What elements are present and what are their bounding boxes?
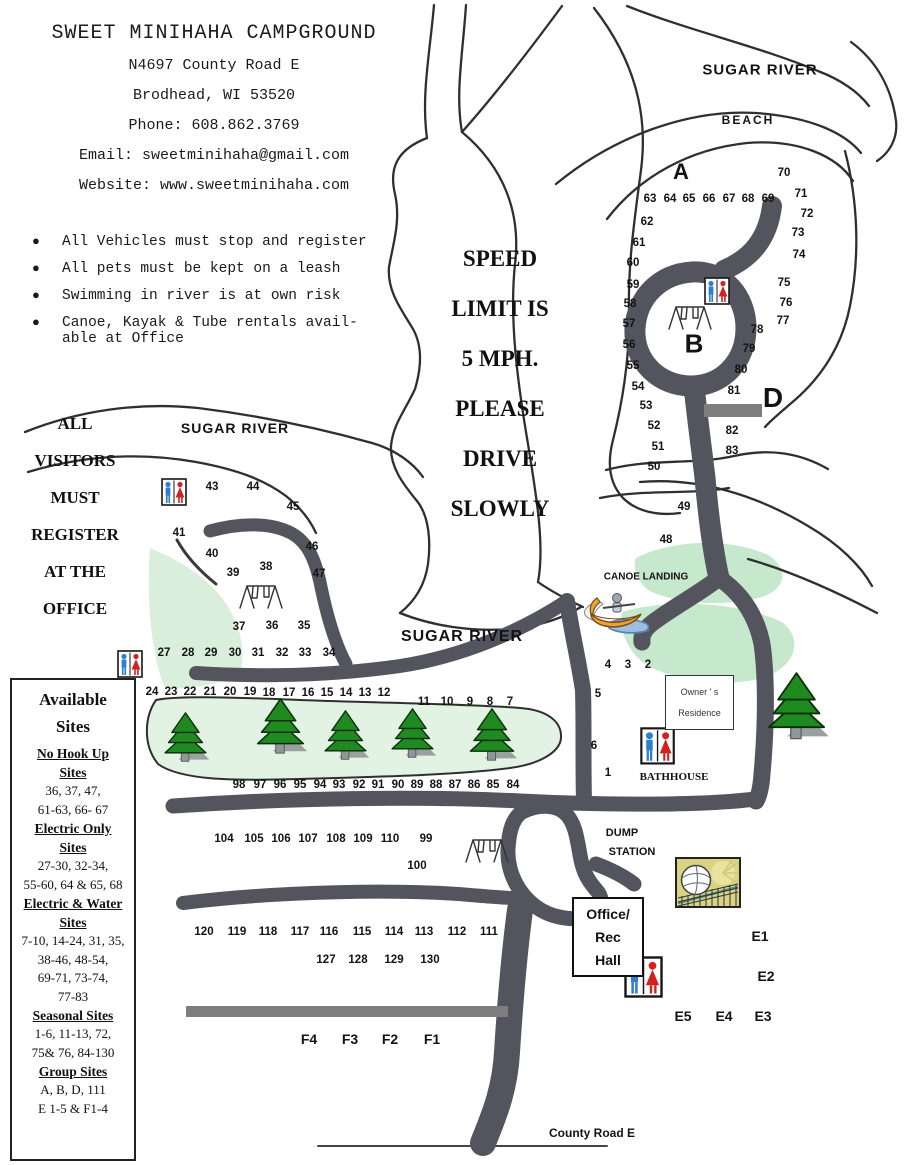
visitor-notice-line: AT THE bbox=[44, 562, 106, 581]
gray-bar-d bbox=[704, 404, 762, 417]
sites-section-heading: Seasonal Sites bbox=[32, 1008, 114, 1023]
site-label-19: 19 bbox=[243, 686, 257, 698]
office-rec-hall-box bbox=[572, 897, 644, 977]
site-label-17: 17 bbox=[282, 687, 296, 699]
site-label-94: 94 bbox=[313, 779, 327, 791]
rule-item bbox=[26, 288, 398, 304]
site-label-117: 117 bbox=[290, 926, 310, 938]
visitor-notice-line: VISITORS bbox=[34, 451, 116, 470]
rule-item bbox=[26, 234, 398, 250]
site-label-60: 60 bbox=[626, 257, 640, 269]
sites-section-heading: No Hook Up bbox=[36, 746, 109, 761]
site-label-63: 63 bbox=[643, 193, 657, 205]
group-letter-a: A bbox=[673, 159, 689, 184]
site-label-45: 45 bbox=[286, 501, 300, 513]
label-sugar-river-west: SUGAR RIVER bbox=[180, 420, 290, 436]
site-label-22: 22 bbox=[183, 686, 197, 698]
site-label-53: 53 bbox=[639, 400, 653, 412]
label-station: STATION bbox=[608, 846, 656, 858]
site-label-50: 50 bbox=[647, 461, 661, 473]
sites-line: 38-46, 48-54, bbox=[37, 951, 109, 967]
site-label-12: 12 bbox=[377, 687, 391, 699]
rules-list bbox=[26, 234, 398, 358]
gray-bar-f bbox=[186, 1006, 508, 1017]
label-dump: DUMP bbox=[605, 827, 639, 839]
site-label-18: 18 bbox=[262, 687, 276, 699]
owners-residence-line: Owner ' s bbox=[680, 687, 719, 697]
rule-text: All pets must be kept on a leash bbox=[62, 261, 341, 277]
phone-line: Phone: 608.862.3769 bbox=[128, 117, 300, 134]
site-label-93: 93 bbox=[332, 779, 346, 791]
site-label-105: 105 bbox=[244, 833, 264, 845]
site-label-8: 8 bbox=[486, 696, 494, 708]
site-label-69: 69 bbox=[761, 193, 775, 205]
site-label-96: 96 bbox=[273, 779, 287, 791]
site-label-111: 111 bbox=[480, 926, 498, 938]
label-sugar-river-top: SUGAR RIVER bbox=[702, 61, 818, 79]
site-label-78: 78 bbox=[750, 324, 764, 336]
site-label-130: 130 bbox=[420, 954, 440, 966]
site-label-113: 113 bbox=[414, 926, 434, 938]
site-label-54: 54 bbox=[631, 381, 645, 393]
site-label-92: 92 bbox=[352, 779, 366, 791]
site-label-24: 24 bbox=[145, 686, 159, 698]
site-label-49: 49 bbox=[677, 501, 691, 513]
site-label-85: 85 bbox=[486, 779, 500, 791]
site-label-27: 27 bbox=[157, 647, 171, 659]
bathhouse-icon bbox=[641, 728, 673, 763]
site-label-127: 127 bbox=[316, 954, 336, 966]
site-label-48: 48 bbox=[659, 534, 673, 546]
group-letter-d: D bbox=[762, 382, 784, 413]
site-label-100: 100 bbox=[407, 860, 427, 872]
sites-section-heading: Sites bbox=[59, 915, 87, 930]
site-label-2: 2 bbox=[644, 659, 652, 671]
site-label-83: 83 bbox=[725, 445, 739, 457]
site-label-67: 67 bbox=[722, 193, 736, 205]
site-label-77: 77 bbox=[776, 315, 790, 327]
site-label-70: 70 bbox=[777, 167, 791, 179]
visitor-notice bbox=[14, 414, 136, 636]
label-county-road-e: County Road E bbox=[549, 1126, 635, 1140]
site-label-e2: E2 bbox=[757, 968, 775, 984]
site-label-46: 46 bbox=[305, 541, 319, 553]
rule-item bbox=[26, 315, 398, 347]
office-line: Hall bbox=[595, 952, 621, 968]
site-label-75: 75 bbox=[777, 277, 791, 289]
site-label-37: 37 bbox=[232, 621, 246, 633]
sites-section-heading: Sites bbox=[59, 765, 87, 780]
site-label-64: 64 bbox=[663, 193, 677, 205]
site-label-119: 119 bbox=[227, 926, 247, 938]
sites-line: 61-63, 66- 67 bbox=[37, 801, 109, 817]
site-label-97: 97 bbox=[253, 779, 267, 791]
site-label-98: 98 bbox=[232, 779, 246, 791]
site-label-51: 51 bbox=[651, 441, 665, 453]
group-letter-b: B bbox=[684, 328, 704, 359]
site-label-91: 91 bbox=[371, 779, 385, 791]
sites-section-heading: Electric Only bbox=[34, 821, 112, 836]
speed-notice-line: PLEASE bbox=[455, 396, 545, 421]
sites-section-heading: Group Sites bbox=[38, 1064, 108, 1079]
site-label-115: 115 bbox=[352, 926, 372, 938]
sites-section-heading: Electric & Water bbox=[23, 896, 123, 911]
site-label-e4: E4 bbox=[715, 1008, 733, 1024]
site-label-23: 23 bbox=[164, 686, 178, 698]
site-label-110: 110 bbox=[380, 833, 400, 845]
site-label-1: 1 bbox=[604, 767, 612, 779]
office-line: Office/ bbox=[586, 906, 630, 922]
site-label-13: 13 bbox=[358, 687, 372, 699]
green-areas bbox=[147, 543, 794, 780]
site-label-6: 6 bbox=[590, 740, 598, 752]
site-label-80: 80 bbox=[734, 364, 748, 376]
site-label-82: 82 bbox=[725, 425, 739, 437]
site-label-34: 34 bbox=[322, 647, 336, 659]
sites-line: 36, 37, 47, bbox=[45, 783, 101, 798]
site-label-32: 32 bbox=[275, 647, 289, 659]
rule-text: Canoe, Kayak & Tube rentals avail- able at Office bbox=[62, 315, 358, 347]
site-label-5: 5 bbox=[594, 688, 602, 700]
sites-line: 1-6, 11-13, 72, bbox=[34, 1026, 112, 1041]
sites-line: 55-60, 64 & 65, 68 bbox=[23, 876, 123, 892]
site-label-128: 128 bbox=[348, 954, 368, 966]
site-label-81: 81 bbox=[727, 385, 741, 397]
bullet-icon: ● bbox=[32, 261, 40, 276]
bathhouse-icon bbox=[705, 278, 729, 304]
site-label-57: 57 bbox=[622, 318, 636, 330]
site-label-72: 72 bbox=[800, 208, 814, 220]
site-label-20: 20 bbox=[223, 686, 237, 698]
site-label-4: 4 bbox=[604, 659, 612, 671]
bullet-icon: ● bbox=[32, 288, 40, 303]
site-label-43: 43 bbox=[205, 481, 219, 493]
sites-line: 7-10, 14-24, 31, 35, bbox=[21, 933, 125, 948]
site-label-71: 71 bbox=[794, 188, 808, 200]
site-label-87: 87 bbox=[448, 779, 462, 791]
speed-notice-line: SLOWLY bbox=[450, 496, 550, 521]
site-label-55: 55 bbox=[626, 360, 640, 372]
visitor-notice-line: ALL bbox=[57, 414, 93, 433]
sites-line: A, B, D, 111 bbox=[40, 1082, 106, 1097]
site-label-112: 112 bbox=[447, 926, 467, 938]
site-label-40: 40 bbox=[205, 548, 219, 560]
visitor-notice-line: OFFICE bbox=[42, 599, 108, 618]
sites-line: 69-71, 73-74, bbox=[37, 970, 109, 985]
site-label-f1: F1 bbox=[423, 1031, 441, 1047]
site-label-59: 59 bbox=[626, 279, 640, 291]
label-canoe-landing: CANOE LANDING bbox=[603, 571, 689, 583]
site-label-15: 15 bbox=[320, 687, 334, 699]
site-label-f2: F2 bbox=[381, 1031, 399, 1047]
site-label-47: 47 bbox=[312, 568, 326, 580]
rule-text: All Vehicles must stop and register bbox=[62, 234, 367, 250]
available-sites-panel bbox=[10, 678, 136, 1161]
site-label-f3: F3 bbox=[341, 1031, 359, 1047]
site-label-89: 89 bbox=[410, 779, 424, 791]
site-label-16: 16 bbox=[301, 687, 315, 699]
site-label-14: 14 bbox=[339, 687, 353, 699]
site-label-65: 65 bbox=[682, 193, 696, 205]
site-label-108: 108 bbox=[326, 833, 346, 845]
site-label-11: 11 bbox=[417, 696, 431, 708]
bathhouse-icon bbox=[118, 651, 142, 677]
label-bathhouse: BATHHOUSE bbox=[639, 771, 709, 783]
owners-residence-line: Residence bbox=[678, 708, 721, 718]
site-label-76: 76 bbox=[779, 297, 793, 309]
site-label-62: 62 bbox=[640, 216, 654, 228]
site-label-29: 29 bbox=[204, 647, 218, 659]
volleyball-court-icon bbox=[676, 858, 740, 907]
site-label-116: 116 bbox=[319, 926, 339, 938]
site-label-73: 73 bbox=[791, 227, 805, 239]
speed-notice-line: DRIVE bbox=[462, 446, 538, 471]
owners-residence-box bbox=[665, 675, 734, 730]
speed-limit-notice bbox=[424, 246, 576, 546]
site-label-e5: E5 bbox=[674, 1008, 692, 1024]
site-label-44: 44 bbox=[246, 481, 260, 493]
site-label-79: 79 bbox=[742, 343, 756, 355]
bathhouse-icon bbox=[162, 479, 186, 505]
address-line1: N4697 County Road E bbox=[128, 57, 300, 74]
site-label-39: 39 bbox=[226, 567, 240, 579]
site-label-35: 35 bbox=[297, 620, 311, 632]
site-label-86: 86 bbox=[467, 779, 481, 791]
speed-notice-line: LIMIT IS bbox=[451, 296, 549, 321]
site-label-68: 68 bbox=[741, 193, 755, 205]
label-sugar-river-center: SUGAR RIVER bbox=[400, 628, 524, 645]
site-label-21: 21 bbox=[203, 686, 217, 698]
site-label-109: 109 bbox=[353, 833, 373, 845]
site-label-41: 41 bbox=[172, 527, 186, 539]
office-line: Rec bbox=[595, 929, 621, 945]
swingset-icon bbox=[240, 586, 282, 608]
site-label-129: 129 bbox=[384, 954, 404, 966]
page-title: SWEET MINIHAHA CAMPGROUND bbox=[51, 22, 377, 45]
sites-section-heading: Sites bbox=[59, 840, 87, 855]
site-label-58: 58 bbox=[623, 298, 637, 310]
email-line: Email: sweetminihaha@gmail.com bbox=[78, 147, 350, 164]
swingset-icon bbox=[669, 307, 711, 329]
rule-item bbox=[26, 261, 398, 277]
site-label-52: 52 bbox=[647, 420, 661, 432]
site-label-120: 120 bbox=[194, 926, 214, 938]
site-label-106: 106 bbox=[271, 833, 291, 845]
bullet-icon: ● bbox=[32, 315, 40, 330]
site-label-10: 10 bbox=[440, 696, 454, 708]
address-line2: Brodhead, WI 53520 bbox=[132, 87, 296, 104]
site-label-107: 107 bbox=[298, 833, 318, 845]
speed-notice-line: 5 MPH. bbox=[461, 346, 539, 371]
sites-line: 77-83 bbox=[57, 988, 89, 1004]
site-label-33: 33 bbox=[298, 647, 312, 659]
site-label-7: 7 bbox=[506, 696, 514, 708]
site-label-84: 84 bbox=[506, 779, 520, 791]
site-label-118: 118 bbox=[258, 926, 278, 938]
site-label-36: 36 bbox=[265, 620, 279, 632]
site-label-28: 28 bbox=[181, 647, 195, 659]
site-label-30: 30 bbox=[228, 647, 242, 659]
site-label-104: 104 bbox=[214, 833, 234, 845]
website-line: Website: www.sweetminihaha.com bbox=[78, 177, 350, 194]
sites-line: 27-30, 32-34, bbox=[37, 858, 109, 873]
sites-line: E 1-5 & F1-4 bbox=[38, 1100, 108, 1116]
site-label-f4: F4 bbox=[300, 1031, 318, 1047]
site-label-90: 90 bbox=[391, 779, 405, 791]
site-label-66: 66 bbox=[702, 193, 716, 205]
available-sites-title: Available Sites bbox=[39, 690, 107, 736]
speed-notice-line: SPEED bbox=[462, 246, 538, 271]
site-label-114: 114 bbox=[384, 926, 404, 938]
site-label-e1: E1 bbox=[751, 928, 769, 944]
site-label-e3: E3 bbox=[754, 1008, 772, 1024]
visitor-notice-line: MUST bbox=[50, 488, 100, 507]
site-label-31: 31 bbox=[251, 647, 265, 659]
rule-text: Swimming in river is at own risk bbox=[62, 288, 341, 304]
site-label-9: 9 bbox=[466, 696, 474, 708]
site-label-3: 3 bbox=[624, 659, 632, 671]
sites-line: 75& 76, 84-130 bbox=[31, 1044, 115, 1060]
label-beach: BEACH bbox=[721, 113, 775, 127]
campground-header bbox=[16, 22, 412, 207]
site-label-61: 61 bbox=[632, 237, 646, 249]
site-label-56: 56 bbox=[622, 339, 636, 351]
pine-tree-icon bbox=[769, 673, 829, 739]
site-label-38: 38 bbox=[259, 561, 273, 573]
site-label-99: 99 bbox=[419, 833, 433, 845]
site-label-88: 88 bbox=[429, 779, 443, 791]
visitor-notice-line: REGISTER bbox=[31, 525, 119, 544]
bullet-icon: ● bbox=[32, 234, 40, 249]
site-label-95: 95 bbox=[293, 779, 307, 791]
site-label-74: 74 bbox=[792, 249, 806, 261]
